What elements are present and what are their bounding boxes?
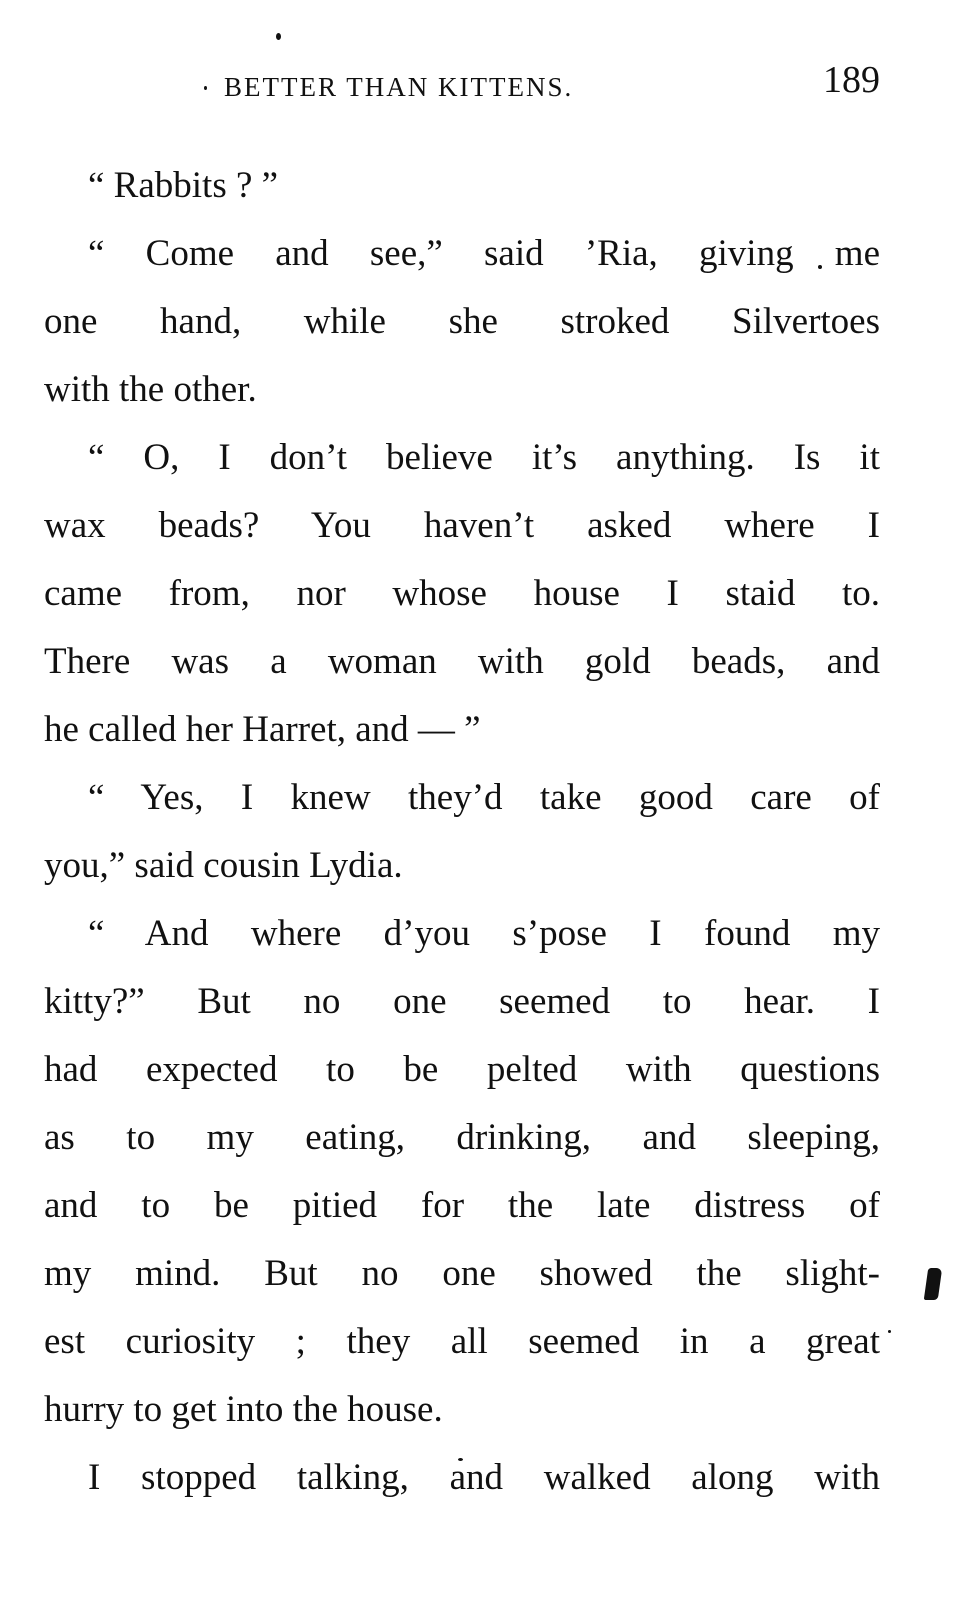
text-line: “ Rabbits ? ” — [88, 165, 279, 206]
paragraph — [44, 424, 880, 764]
paragraph — [44, 900, 880, 1444]
text-line: There was a woman with gold beads, and — [44, 641, 880, 682]
paragraph — [44, 1444, 880, 1512]
ink-speck — [276, 33, 281, 40]
text-line: kitty?” But no one seemed to hear. I — [44, 981, 880, 1022]
text-line: my mind. But no one showed the slight- — [44, 1253, 880, 1294]
text-body — [44, 152, 880, 1512]
text-line: came from, nor whose house I staid to. — [44, 573, 880, 614]
text-line: “ Yes, I knew they’d take good care of — [88, 777, 880, 818]
text-line: I stopped talking, and walked along with — [88, 1457, 880, 1498]
text-line: wax beads? You haven’t asked where I — [44, 505, 880, 546]
running-head — [44, 58, 880, 108]
text-line: “ O, I don’t believe it’s anything. Is it — [88, 437, 880, 478]
text-line: one hand, while she stroked Silvertoes — [44, 301, 880, 342]
paragraph — [44, 764, 880, 900]
paragraph — [44, 220, 880, 424]
text-line: “ And where d’you s’pose I found my — [88, 913, 880, 954]
running-head-title: BETTER THAN KITTENS. — [224, 72, 574, 102]
text-line: had expected to be pelted with questions — [44, 1049, 880, 1090]
text-line: he called her Harret, and — ” — [44, 709, 481, 750]
ink-speck — [888, 1330, 891, 1333]
text-line: as to my eating, drinking, and sleeping, — [44, 1117, 880, 1158]
text-line: est curiosity ; they all seemed in a great — [44, 1321, 880, 1362]
text-line: and to be pitied for the late distress of — [44, 1185, 880, 1226]
text-line: “ Come and see,” said ’Ria, giving me — [88, 233, 880, 274]
page-number: 189 — [823, 59, 880, 101]
paragraph — [44, 152, 880, 220]
margin-ink-mark — [924, 1268, 942, 1300]
text-line: you,” said cousin Lydia. — [44, 845, 403, 886]
text-line: with the other. — [44, 369, 257, 410]
text-line: hurry to get into the house. — [44, 1389, 443, 1430]
